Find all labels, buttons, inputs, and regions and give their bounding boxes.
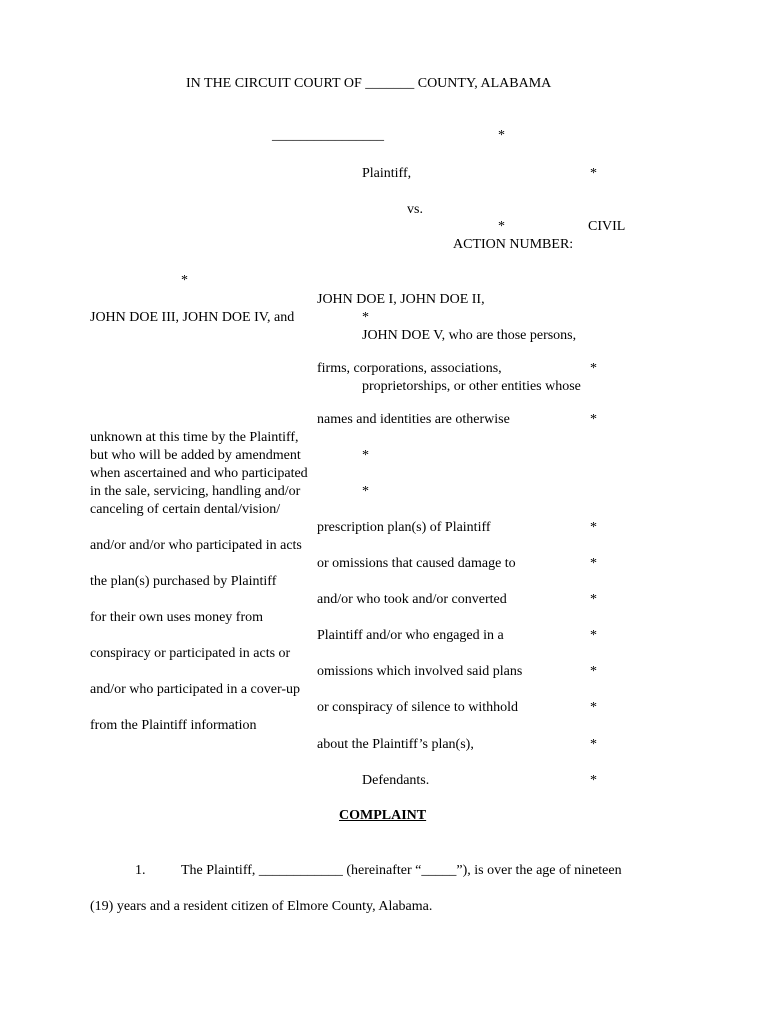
caption-asterisk: *: [181, 273, 188, 288]
defendant-line: prescription plan(s) of Plaintiff: [317, 520, 491, 535]
caption-asterisk: *: [498, 128, 505, 143]
caption-asterisk: *: [590, 361, 597, 376]
defendant-line: JOHN DOE III, JOHN DOE IV, and: [90, 310, 295, 325]
defendant-line: when ascertained and who participated: [90, 466, 308, 481]
caption-asterisk: *: [362, 310, 369, 325]
action-number-label: ACTION NUMBER:: [453, 237, 574, 252]
defendant-line: unknown at this time by the Plaintiff,: [90, 430, 299, 445]
caption-asterisk: *: [590, 700, 597, 715]
paragraph-text: (19) years and a resident citizen of Elmore County, Alabama.: [90, 899, 433, 914]
versus-label: vs.: [407, 202, 423, 217]
defendant-line: and/or and/or who participated in acts: [90, 538, 302, 553]
defendant-line: omissions which involved said plans: [317, 664, 523, 679]
caption-asterisk: *: [590, 592, 597, 607]
defendant-line: from the Plaintiff information: [90, 718, 257, 733]
complaint-title: COMPLAINT: [339, 808, 427, 823]
defendant-line: conspiracy or participated in acts or: [90, 646, 291, 661]
defendant-line: and/or who took and/or converted: [317, 592, 507, 607]
defendant-line: about the Plaintiff’s plan(s),: [317, 737, 474, 752]
paragraph-number: 1.: [135, 863, 146, 878]
plaintiff-label: Plaintiff,: [362, 166, 412, 181]
civil-label: CIVIL: [588, 219, 626, 234]
defendant-line: in the sale, servicing, handling and/or: [90, 484, 301, 499]
defendant-line: JOHN DOE V, who are those persons,: [362, 328, 577, 343]
defendant-line: for their own uses money from: [90, 610, 264, 625]
caption-asterisk: *: [590, 412, 597, 427]
defendant-line: or omissions that caused damage to: [317, 556, 516, 571]
caption-asterisk: *: [590, 664, 597, 679]
defendant-line: canceling of certain dental/vision/: [90, 502, 281, 517]
caption-asterisk: *: [590, 166, 597, 181]
caption-asterisk: *: [590, 556, 597, 571]
defendant-line: names and identities are otherwise: [317, 412, 510, 427]
defendant-line: or conspiracy of silence to withhold: [317, 700, 519, 715]
court-heading: IN THE CIRCUIT COURT OF _______ COUNTY, ALABAMA: [186, 76, 552, 91]
caption-asterisk: *: [362, 484, 369, 499]
plaintiff-name-blank: ________________: [272, 128, 384, 143]
caption-asterisk: *: [362, 448, 369, 463]
defendant-line: and/or who participated in a cover-up: [90, 682, 301, 697]
defendant-line: the plan(s) purchased by Plaintiff: [90, 574, 277, 589]
caption-asterisk: *: [590, 628, 597, 643]
caption-asterisk: *: [590, 773, 597, 788]
defendant-line: but who will be added by amendment: [90, 448, 301, 463]
caption-asterisk: *: [498, 219, 505, 234]
caption-asterisk: *: [590, 520, 597, 535]
defendant-line: Plaintiff and/or who engaged in a: [317, 628, 504, 643]
paragraph-text: The Plaintiff, ____________ (hereinafter “_____”), is over the age of nineteen: [181, 863, 622, 878]
defendant-line: proprietorships, or other entities whose: [362, 379, 581, 394]
caption-asterisk: *: [590, 737, 597, 752]
defendant-line: JOHN DOE I, JOHN DOE II,: [317, 292, 485, 307]
defendant-line: firms, corporations, associations,: [317, 361, 502, 376]
defendants-label: Defendants.: [362, 773, 430, 788]
